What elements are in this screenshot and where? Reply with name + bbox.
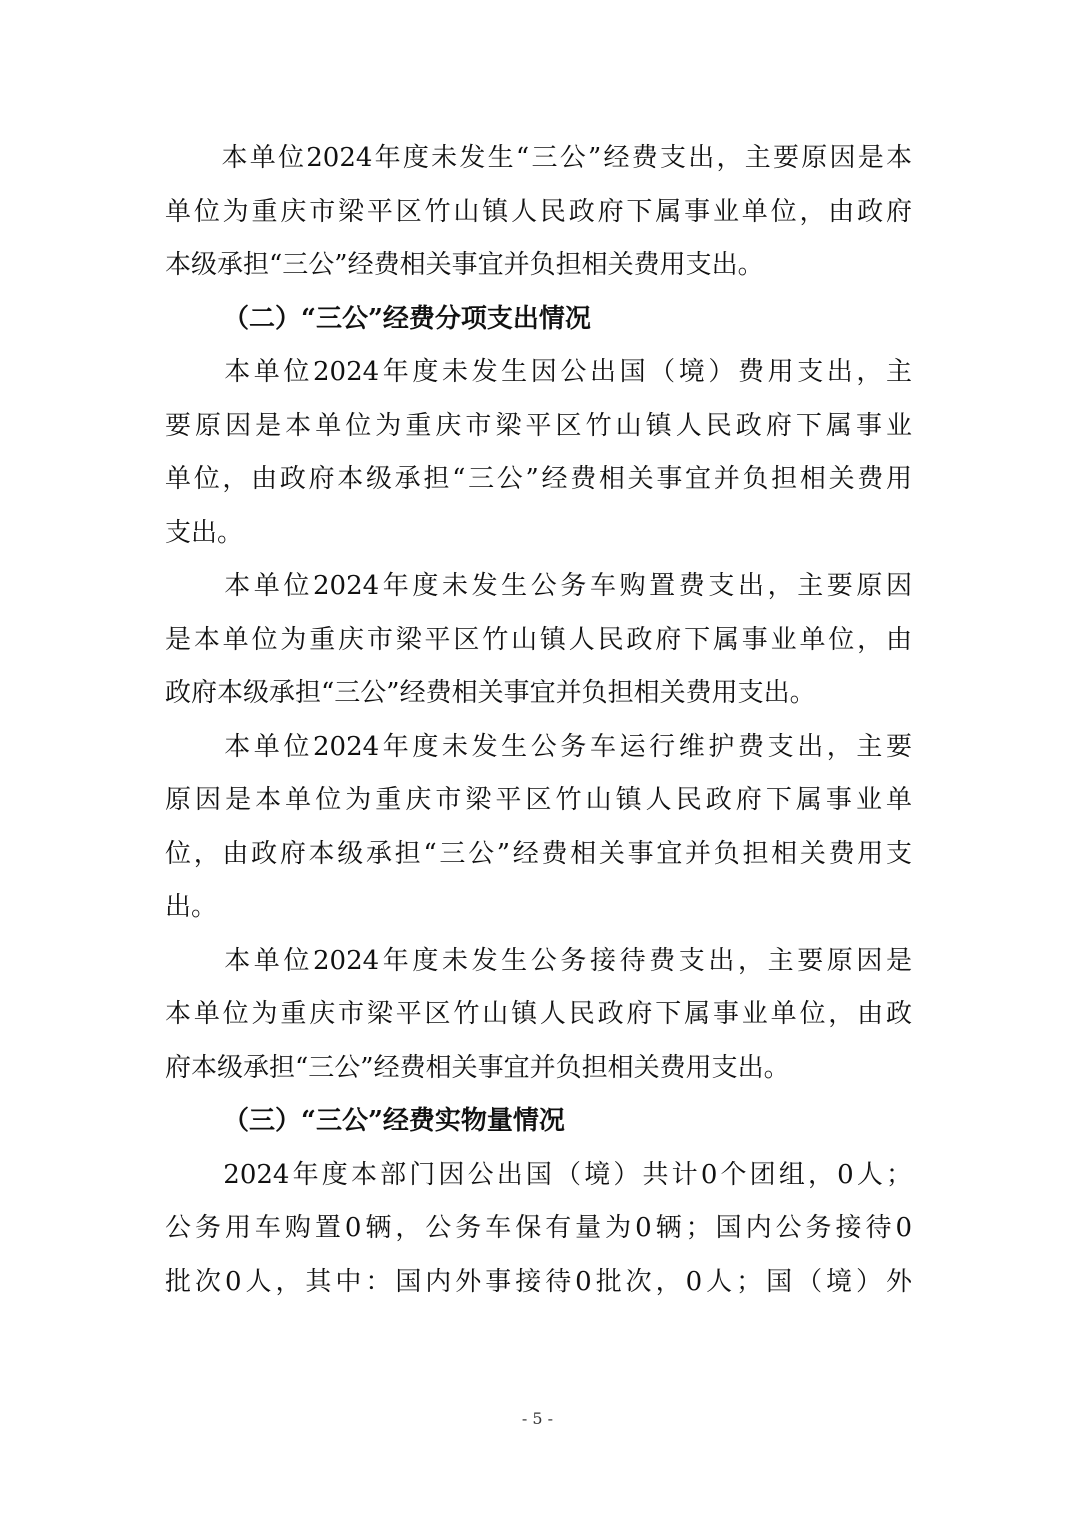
page-number: - 5 - <box>521 1409 554 1428</box>
paragraph-1 <box>165 132 912 293</box>
text-line: 2024年度本部门因公出国（境）共计0个团组，0人； <box>165 1159 912 1190</box>
text-line: 政府本级承担“三公”经费相关事宜并负担相关费用支出。 <box>165 678 816 708</box>
text-line: 本级承担“三公”经费相关事宜并负担相关费用支出。 <box>165 250 764 280</box>
text-line: 单位为重庆市梁平区竹山镇人民政府下属事业单位，由政府 <box>165 196 912 227</box>
text-line: 本单位2024年度未发生公务车运行维护费支出，主要 <box>165 731 912 762</box>
text-line: 公务用车购置0辆，公务车保有量为0辆；国内公务接待0 <box>165 1213 912 1243</box>
text-line: 本单位2024年度未发生“三公”经费支出，主要原因是本 <box>165 143 912 173</box>
text-line: 批次0人，其中：国内外事接待0批次，0人；国（境）外 <box>165 1266 912 1297</box>
section-heading-2: （二）“三公”经费分项支出情况 <box>223 303 591 334</box>
text-line: 支出。 <box>165 517 244 548</box>
text-line: 本单位2024年度未发生公务车购置费支出，主要原因 <box>165 571 912 601</box>
text-line: 出。 <box>165 892 218 922</box>
paragraph-2 <box>165 346 912 560</box>
text-line: 府本级承担“三公”经费相关事宜并负担相关费用支出。 <box>165 1052 790 1083</box>
text-line: 本单位为重庆市梁平区竹山镇人民政府下属事业单位，由政 <box>165 999 912 1029</box>
section-heading-3: （三）“三公”经费实物量情况 <box>223 1106 565 1136</box>
text-line: 是本单位为重庆市梁平区竹山镇人民政府下属事业单位，由 <box>165 624 912 655</box>
paragraph-5 <box>165 935 912 1096</box>
text-line: 本单位2024年度未发生公务接待费支出，主要原因是 <box>165 945 912 976</box>
text-line: 位，由政府本级承担“三公”经费相关事宜并负担相关费用支 <box>165 838 912 869</box>
text-line: 原因是本单位为重庆市梁平区竹山镇人民政府下属事业单 <box>165 785 912 815</box>
paragraph-3 <box>165 560 912 721</box>
text-line: 要原因是本单位为重庆市梁平区竹山镇人民政府下属事业 <box>165 410 912 441</box>
paragraph-6 <box>165 1149 912 1310</box>
text-line: 单位，由政府本级承担“三公”经费相关事宜并负担相关费用 <box>165 464 912 494</box>
text-line: 本单位2024年度未发生因公出国（境）费用支出，主 <box>165 357 912 387</box>
paragraph-4 <box>165 721 912 935</box>
document-body <box>165 132 912 1309</box>
